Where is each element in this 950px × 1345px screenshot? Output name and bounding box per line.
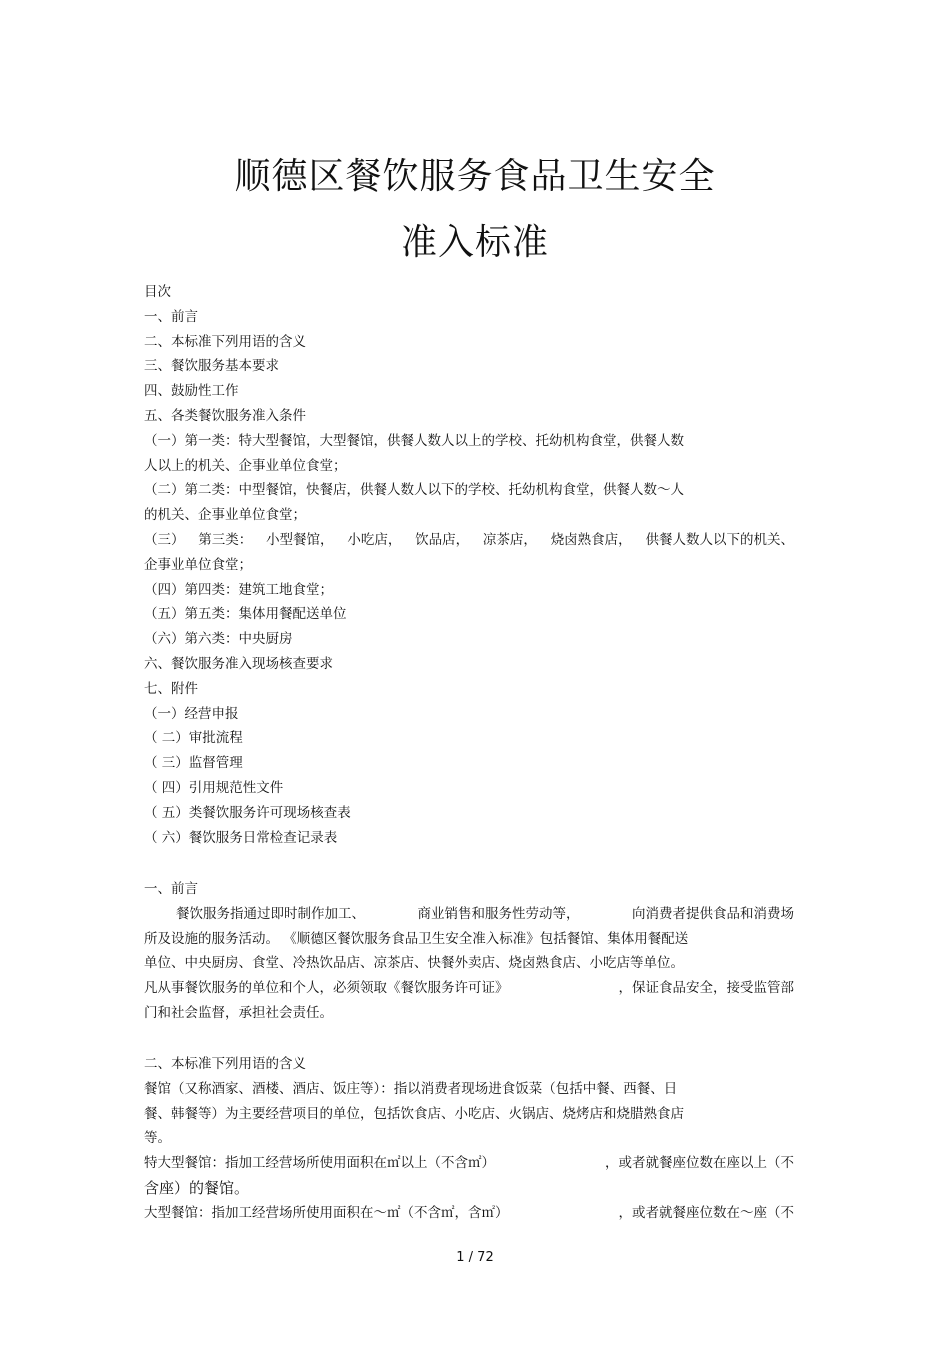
toc-item: （ 六）餐饮服务日常检查记录表: [144, 829, 338, 846]
section-preface: [144, 877, 794, 1026]
text-part: 向消费者提供食品和消费场: [632, 905, 794, 922]
text-part: 餐饮服务指通过即时制作加工、: [176, 905, 365, 922]
paragraph-line: [144, 1151, 794, 1176]
section-heading: 一、前言: [144, 881, 198, 897]
toc-text-part: 供餐人数人以下的机关、: [645, 531, 794, 548]
toc-item: （二）第二类：中型餐馆，快餐店，供餐人数人以下的学校、托幼机构食堂，供餐人数～人: [144, 482, 684, 499]
toc-item: 四、鼓励性工作: [144, 383, 239, 400]
paragraph-line: 含座）的餐馆。: [144, 1178, 250, 1197]
toc-text-part: 烧卤熟食店，: [550, 531, 632, 548]
toc-item: 六、餐饮服务准入现场核查要求: [144, 655, 333, 672]
toc-item: 一、前言: [144, 308, 198, 325]
text-part: 商业销售和服务性劳动等，: [417, 905, 580, 922]
toc-text-part: （三）: [144, 531, 185, 548]
paragraph-line: 单位、中央厨房、食堂、冷热饮品店、凉茶店、快餐外卖店、烧卤熟食店、小吃店等单位。: [144, 955, 684, 972]
toc-item: （ 二）审批流程: [144, 730, 243, 747]
toc-text-part: 第三类：: [198, 531, 253, 548]
section-definitions: [144, 1052, 794, 1226]
toc-item-category3: [144, 528, 794, 553]
toc-item: 企事业单位食堂；: [144, 556, 252, 573]
toc-item: 三、餐饮服务基本要求: [144, 358, 279, 375]
toc-heading: 目次: [144, 284, 171, 300]
paragraph-line: [144, 976, 794, 1001]
toc-text-part: 小型餐馆，: [266, 531, 334, 548]
toc-item: （六）第六类：中央厨房: [144, 631, 293, 648]
text-part: 凡从事餐饮服务的单位和个人，必须领取《餐饮服务许可证》: [144, 980, 509, 997]
document-title-line2: 准入标准: [400, 222, 549, 263]
toc-item: （一）经营申报: [144, 705, 239, 722]
page-number: 1 / 72: [456, 1250, 494, 1265]
toc-item: （五）第五类：集体用餐配送单位: [144, 606, 347, 623]
paragraph-line: 等。: [144, 1130, 171, 1147]
toc-item: 的机关、企事业单位食堂；: [144, 507, 306, 524]
toc-item: （一）第一类：特大型餐馆，大型餐馆，供餐人数人以上的学校、托幼机构食堂，供餐人数: [144, 432, 684, 449]
toc-text-part: 小吃店，: [347, 531, 402, 548]
text-part: 大型餐馆：指加工经营场所使用面积在～㎡（不含㎡，含㎡）: [144, 1204, 509, 1221]
paragraph-line: 门和社会监督，承担社会责任。: [144, 1004, 333, 1021]
paragraph-line: 餐馆（又称酒家、酒楼、酒店、饭庄等）：指以消费者现场进食饭菜（包括中餐、西餐、日: [144, 1080, 678, 1097]
section-heading: 二、本标准下列用语的含义: [144, 1056, 306, 1072]
toc-item: 七、附件: [144, 680, 198, 697]
toc-item: （ 四）引用规范性文件: [144, 779, 284, 796]
toc-item: 二、本标准下列用语的含义: [144, 333, 306, 350]
paragraph-line: 餐、韩餐等）为主要经营项目的单位，包括饮食店、小吃店、火锅店、烧烤店和烧腊熟食店: [144, 1105, 684, 1122]
toc-item: （四）第四类：建筑工地食堂；: [144, 581, 333, 598]
toc-item: 五、各类餐饮服务准入条件: [144, 407, 306, 424]
table-of-contents: [144, 280, 794, 850]
text-part: ，或者就餐座位数在座以上（不: [605, 1155, 794, 1172]
text-part: ，或者就餐座位数在～座（不: [618, 1204, 794, 1221]
paragraph-line: 所及设施的服务活动。 《顺德区餐饮服务食品卫生安全准入标准》包括餐馆、集体用餐配送: [144, 930, 689, 947]
toc-text-part: 凉茶店，: [482, 531, 537, 548]
toc-text-part: 饮品店，: [415, 531, 470, 548]
paragraph-line: [144, 1201, 794, 1226]
text-part: 特大型餐馆：指加工经营场所使用面积在㎡以上（不含㎡）: [144, 1155, 495, 1172]
toc-item: （ 三）监督管理: [144, 755, 243, 772]
text-part: ，保证食品安全，接受监管部: [618, 980, 794, 997]
document-title-line1: 顺德区餐饮服务食品卫生安全: [234, 156, 716, 197]
toc-item: 人以上的机关、企事业单位食堂；: [144, 457, 347, 474]
paragraph-line: [144, 902, 794, 927]
toc-item: （ 五）类餐饮服务许可现场核查表: [144, 804, 351, 821]
